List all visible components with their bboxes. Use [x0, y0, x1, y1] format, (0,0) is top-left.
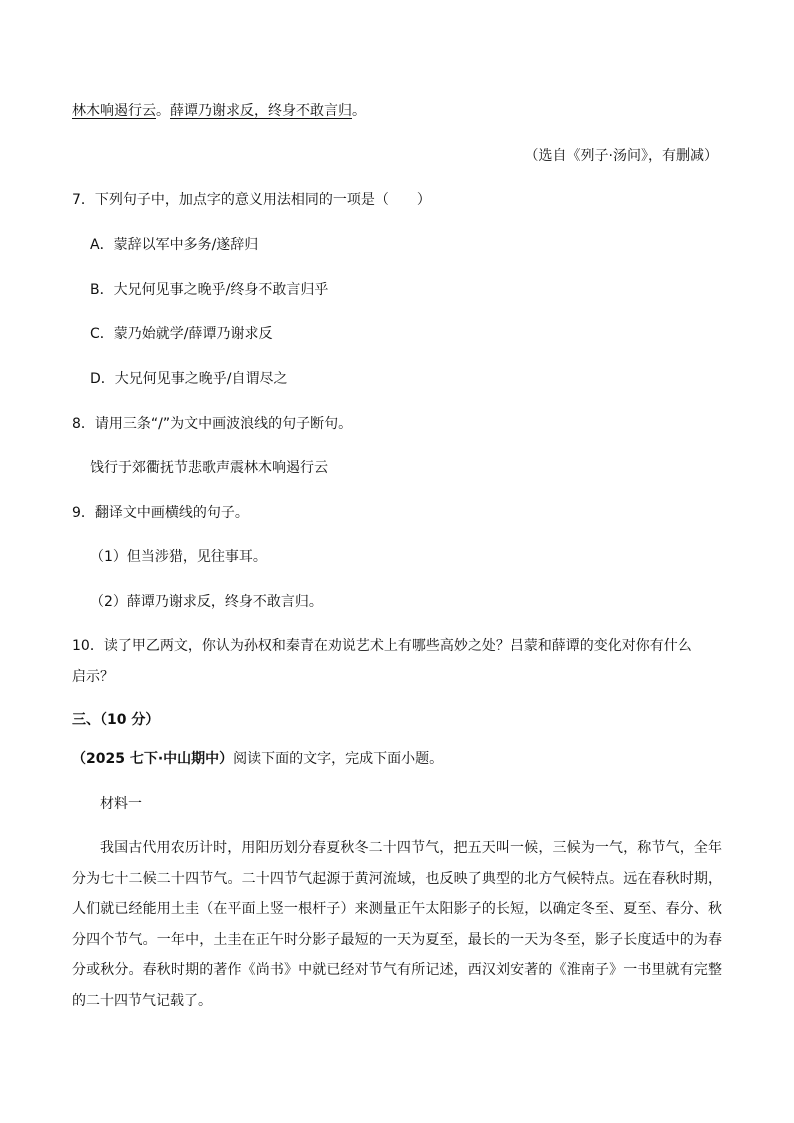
question-7-stem: 7．下列句子中，加点字的意义用法相同的一项是（ ） — [72, 192, 431, 208]
question-10-line-1: 10．读了甲乙两文，你认为孙权和秦青在劝说艺术上有哪些高妙之处？吕蒙和薛谭的变化对你有什么 — [72, 638, 692, 654]
material-paragraph: 我国古代用农历计时，用阳历划分春夏秋冬二十四节气，把五天叫一候，三候为一气，称节气，全年分为七十二候二十四节气。二十四节气起源于黄河流域，也反映了典型的北方气候特点。远在春秋时期，人们就已经能用土圭（在平面上竖一根杆子）来测量正午太阳影子的长短，以确定冬至、夏至、春分、秋分四个节气。一年中，土圭在正午时分影子最短的一天为夏至，最长的一天为冬至，影子长度适中的为春分或秋分。春秋时期的著作《尚书》中就已经对节气有所记述，西汉刘安著的《淮南子》一书里就有完整的二十四节气记载了。 — [72, 840, 722, 1009]
question-9-item-2: （2）薛谭乃谢求反，终身不敢言归。 — [90, 594, 323, 610]
section-heading: 三、（10 分） — [72, 712, 160, 728]
source-citation: （选自《列子·汤问》，有删减） — [524, 148, 718, 164]
section-intro — [72, 749, 443, 769]
wavy-underlined-text: 林木响遏行云 — [72, 103, 156, 119]
question-7-option-a: A．蒙辞以军中多务/遂辞归 — [90, 237, 259, 253]
question-7-option-d: D．大兄何见事之晚乎/自谓尽之 — [90, 371, 288, 387]
question-9-stem: 9．翻译文中画横线的句子。 — [72, 505, 249, 521]
question-7-option-b: B．大兄何见事之晚乎/终身不敢言归乎 — [90, 282, 329, 298]
question-10-line-2: 启示？ — [72, 669, 114, 685]
underlined-sentence: 薛谭乃谢求反，终身不敢言归 — [170, 103, 352, 119]
question-8-stem: 8．请用三条“/”为文中画波浪线的句子断句。 — [72, 416, 353, 432]
punctuation: 。 — [156, 103, 170, 119]
material-title: 材料一 — [100, 796, 142, 812]
question-8-sentence: 饯行于郊衢抚节悲歌声震林木响遏行云 — [90, 460, 328, 476]
question-9-item-1: （1）但当涉猎，见往事耳。 — [90, 549, 267, 565]
punctuation: 。 — [352, 103, 366, 119]
intro-text: 阅读下面的文字，完成下面小题。 — [233, 751, 444, 767]
passage-end-line — [72, 101, 366, 121]
exam-tag: （2025 七下·中山期中） — [72, 751, 234, 767]
question-7-option-c: C．蒙乃始就学/薛谭乃谢求反 — [90, 326, 273, 342]
